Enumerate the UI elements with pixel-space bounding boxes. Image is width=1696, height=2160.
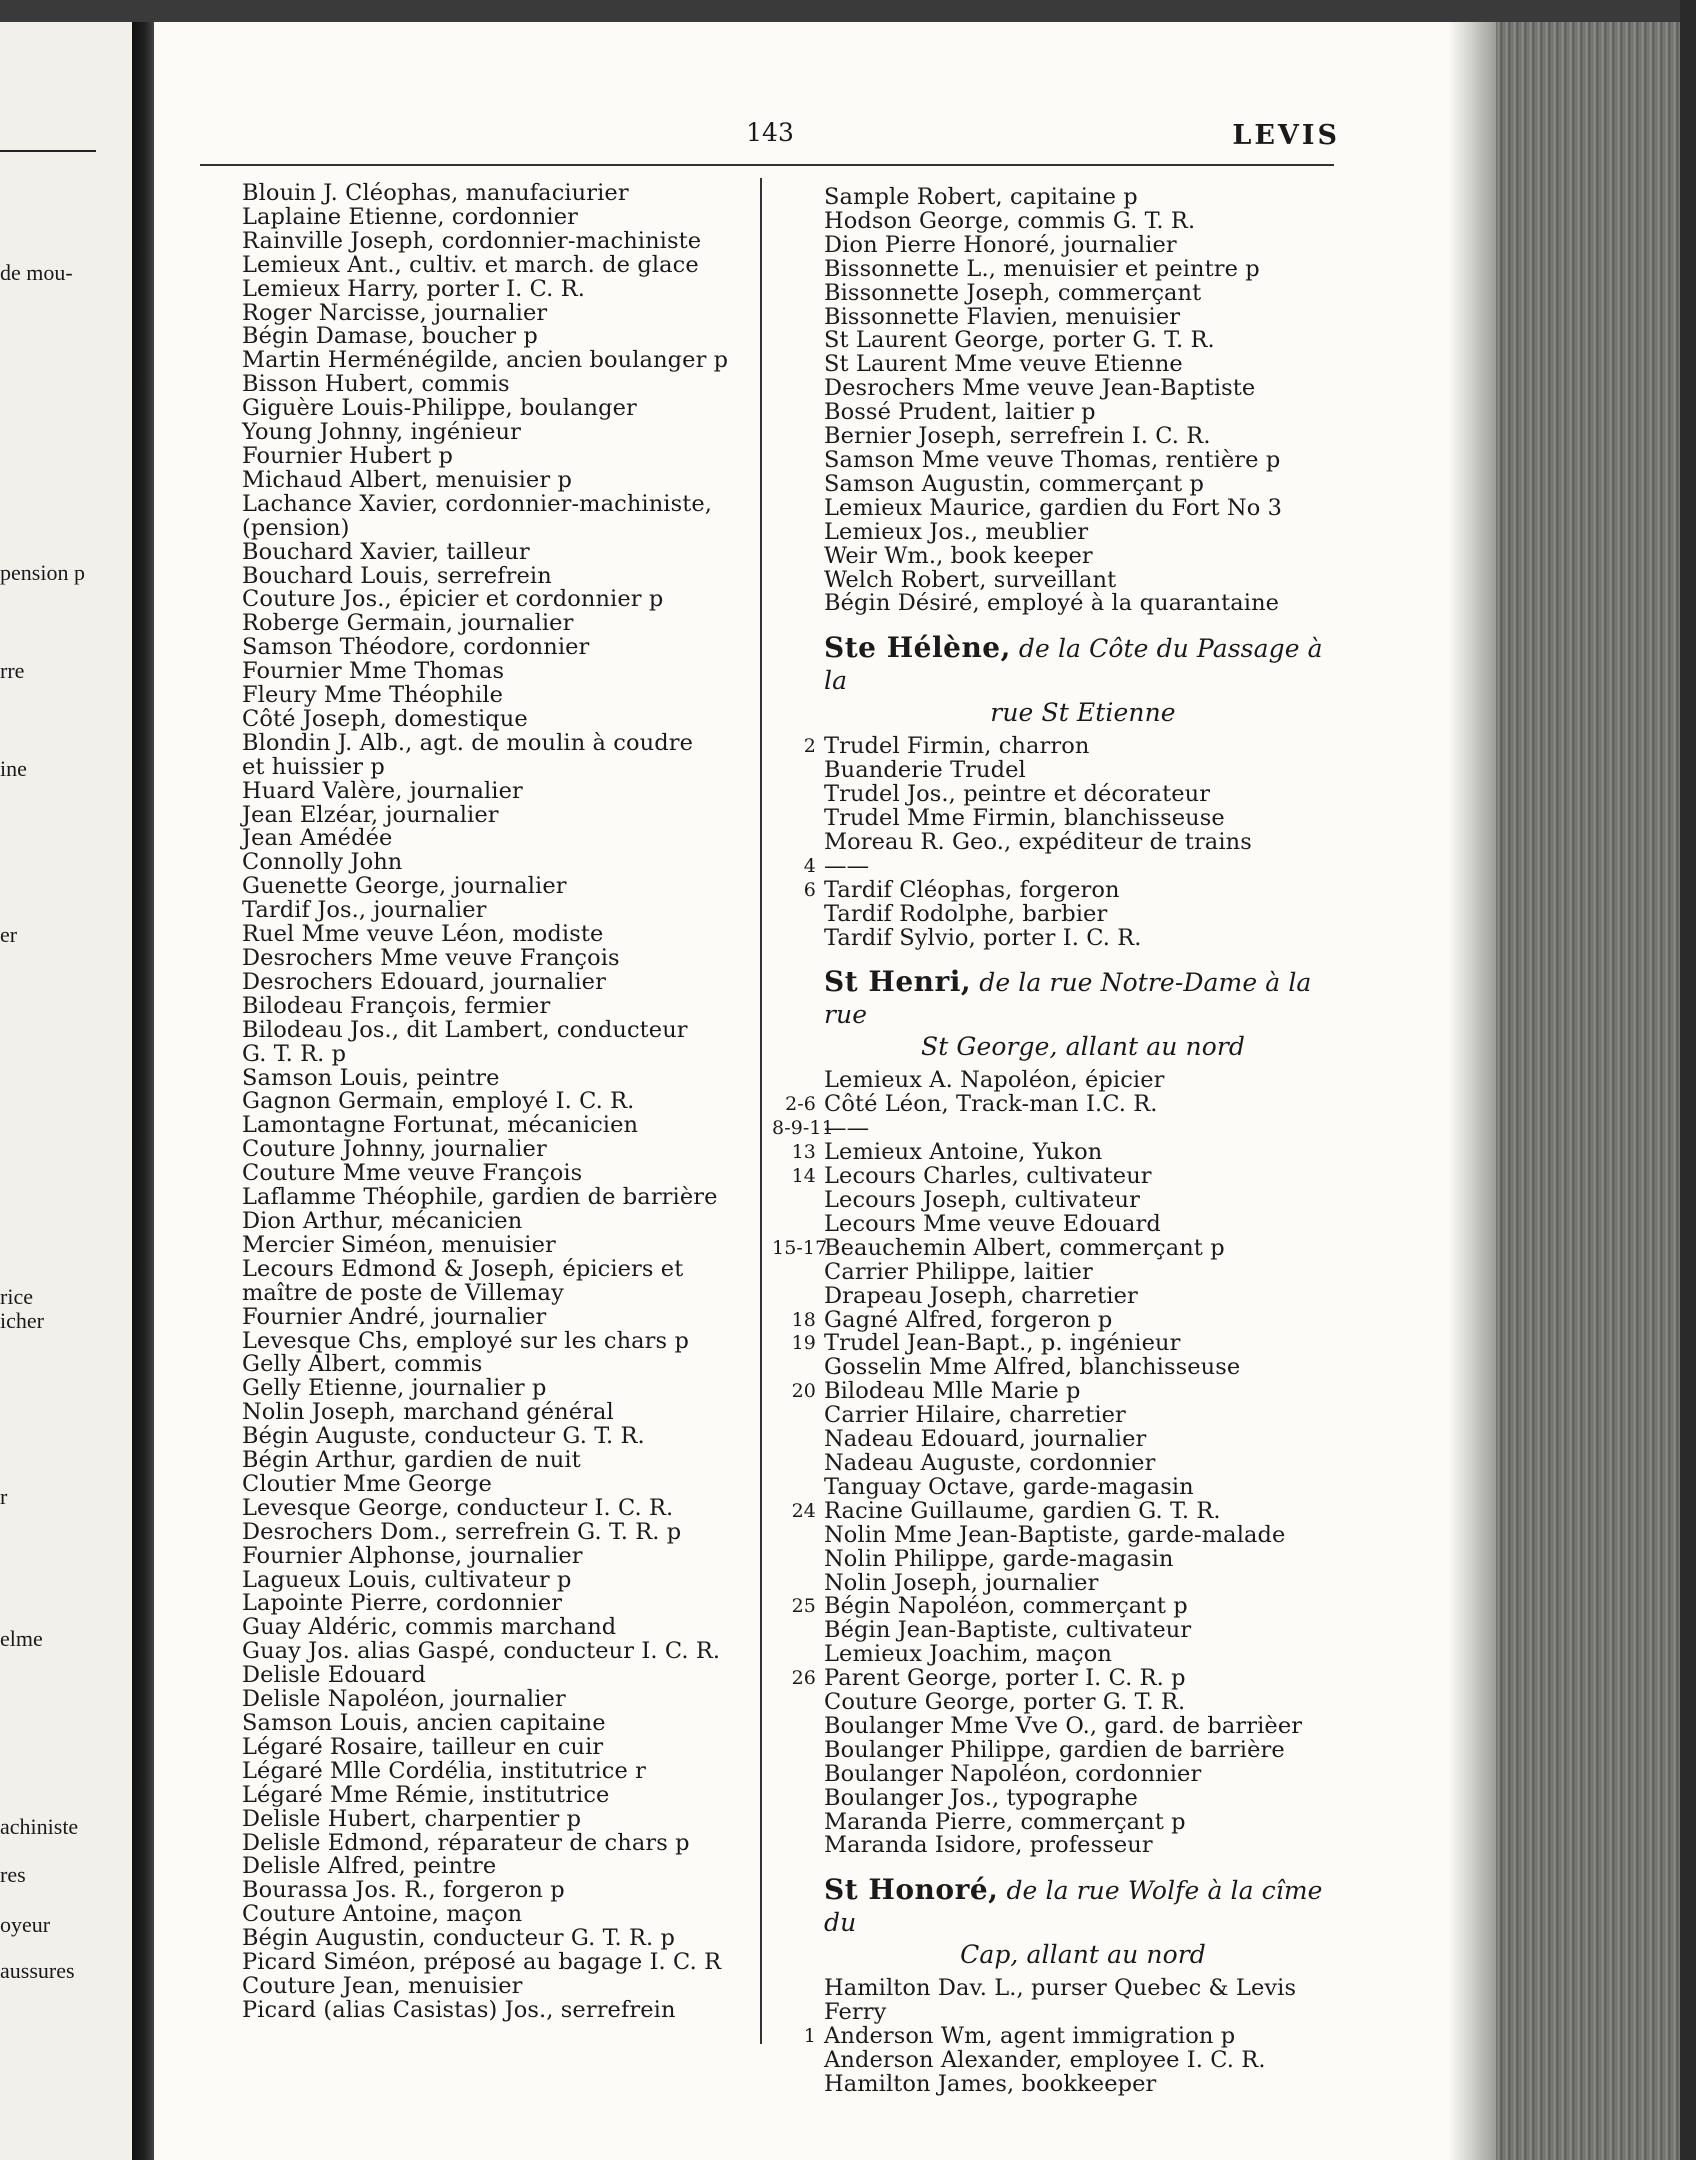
directory-entry: Desrochers Edouard, journalier (242, 968, 606, 995)
entry-text: Trudel Jean-Bapt., p. ingénieur (824, 1330, 1181, 1357)
entry-text: Trudel Firmin, charron (824, 733, 1090, 760)
directory-entry: Bégin Augustin, conducteur G. T. R. p (242, 1925, 676, 1952)
directory-entry: Rainville Joseph, cordonnier-machiniste (242, 227, 702, 254)
directory-entry: Delisle Alfred, peintre (242, 1853, 497, 1880)
street-name: Ste Hélène, (824, 631, 1011, 665)
entry-text: Trudel Jos., peintre et décorateur (824, 781, 1211, 808)
directory-entry: Fournier Mme Thomas (242, 658, 505, 685)
directory-entry (776, 1736, 1342, 1763)
directory-entry: Desrochers Mme veuve François (242, 945, 620, 971)
previous-page-fragment: rre (0, 658, 25, 683)
directory-entry: Gelly Albert, commis (242, 1351, 483, 1378)
directory-entry (776, 2001, 1342, 2025)
directory-entry (776, 303, 1342, 330)
entry-text: —— (824, 852, 870, 879)
directory-entry (776, 566, 1342, 593)
previous-page-fragment: de mou- (0, 260, 73, 285)
directory-entry: Picard Siméon, préposé au bagage I. C. R (242, 1949, 722, 1976)
directory-entry: Mercier Siméon, menuisier (242, 1231, 556, 1258)
entry-text: Lecours Charles, cultivateur (824, 1163, 1152, 1190)
entry-text: Bégin Napoléon, commerçant p (824, 1593, 1188, 1620)
house-number: 18 (791, 1308, 816, 1331)
entry-text: Maranda Isidore, professeur (824, 1832, 1153, 1859)
house-number: 25 (791, 1595, 816, 1618)
directory-entry: Samson Théodore, cordonnier (242, 634, 590, 661)
directory-entry (776, 1428, 1342, 1452)
entry-text: Nadeau Auguste, cordonnier (824, 1449, 1156, 1476)
entry-text: Hamilton Dav. L., purser Quebec & Levis (824, 1975, 1297, 2002)
directory-entry (776, 783, 1342, 807)
previous-page-fragment: pension p (0, 560, 85, 585)
street-description: de la rue Wolfe à la cîme du (824, 1876, 1323, 1938)
directory-entry (776, 1569, 1342, 1596)
previous-page-fragment: icher (0, 1308, 44, 1333)
entry-text: Trudel Mme Firmin, blanchisseuse (824, 805, 1225, 832)
previous-page-fragment: elme (0, 1626, 43, 1651)
directory-entry (776, 1356, 1342, 1380)
entry-text: Racine Guillaume, gardien G. T. R. (824, 1497, 1221, 1524)
entry-text: Desrochers Mme veuve Jean-Baptiste (824, 375, 1256, 402)
directory-entry (776, 231, 1342, 258)
directory-entry (772, 1115, 1342, 1142)
scan-top-edge (0, 0, 1696, 22)
directory-entry (776, 186, 1342, 210)
directory-entry: Couture Jos., épicier et cordonnier p (242, 586, 664, 613)
entry-text: Lemieux Antoine, Yukon (824, 1139, 1103, 1166)
entry-text: Tanguay Octave, garde-magasin (824, 1473, 1194, 1500)
page-edge-shadow (1448, 22, 1496, 2160)
directory-entry (776, 900, 1342, 927)
house-number: 2 (803, 735, 816, 758)
directory-entry (776, 852, 1342, 879)
left-column (242, 182, 758, 2023)
directory-entry: Bégin Arthur, gardien de nuit (242, 1447, 581, 1474)
directory-entry: Blondin J. Alb., agt. de moulin à coudre (242, 729, 694, 756)
directory-entry: Roger Narcisse, journalier (242, 299, 548, 326)
directory-entry: Bégin Damase, boucher p (242, 323, 538, 350)
entry-text: Moreau R. Geo., expéditeur de trains (824, 828, 1252, 855)
directory-entry: G. T. R. p (242, 1040, 347, 1067)
directory-entry: Blouin J. Cléophas, manufaciurier (242, 180, 629, 206)
entry-text: Hamilton James, bookkeeper (824, 2071, 1157, 2097)
directory-entry: Côté Joseph, domestique (242, 705, 528, 732)
house-number: 24 (791, 1499, 816, 1522)
directory-entry: Levesque George, conducteur I. C. R. (242, 1494, 674, 1521)
street-heading (776, 632, 1342, 729)
directory-entry: Couture Mme veuve François (242, 1160, 583, 1187)
entry-text: Lemieux Joachim, maçon (824, 1641, 1112, 1668)
directory-entry: Guenette George, journalier (242, 873, 567, 900)
directory-entry (776, 1619, 1342, 1643)
directory-entry (776, 1449, 1342, 1476)
header-rule (200, 164, 1334, 166)
entry-text: Samson Mme veuve Thomas, rentière p (824, 446, 1281, 473)
right-column (772, 184, 1342, 2097)
entry-text: St Laurent George, porter G. T. R. (824, 327, 1215, 354)
house-number: 4 (803, 854, 816, 877)
directory-entry (776, 470, 1342, 497)
directory-entry (776, 1380, 1342, 1404)
directory-entry (776, 924, 1342, 951)
directory-entry: Lamontagne Fortunat, mécanicien (242, 1112, 639, 1139)
directory-entry: Lagueux Louis, cultivateur p (242, 1566, 572, 1593)
entry-text: Nadeau Edouard, journalier (824, 1426, 1147, 1453)
house-number: 8-9-11 (772, 1117, 834, 1140)
street-description: de la Côte du Passage à la (824, 634, 1323, 696)
directory-entry (776, 1545, 1342, 1572)
entry-text: Weir Wm., book keeper (824, 542, 1093, 569)
entry-text: Carrier Philippe, laitier (824, 1258, 1093, 1285)
directory-entry: maître de poste de Villemay (242, 1279, 564, 1306)
entry-text: Côté Léon, Track-man I.C. R. (824, 1091, 1158, 1118)
directory-entry (776, 401, 1342, 425)
directory-entry: Jean Elzéar, journalier (242, 801, 499, 828)
entry-text: Boulanger Napoléon, cordonnier (824, 1760, 1202, 1787)
directory-entry: Delisle Hubert, charpentier p (242, 1805, 582, 1832)
directory-entry (776, 425, 1342, 449)
entry-text: Lemieux Jos., meublier (824, 518, 1089, 545)
directory-entry: Guay Aldéric, commis marchand (242, 1614, 617, 1641)
entry-text: Welch Robert, surveillant (824, 566, 1117, 593)
entry-text: Parent George, porter I. C. R. p (824, 1665, 1186, 1692)
entry-text: Boulanger Jos., typographe (824, 1784, 1138, 1811)
house-number: 13 (791, 1141, 816, 1164)
directory-entry: Levesque Chs, employé sur les chars p (242, 1327, 689, 1354)
directory-entry: Delisle Edouard (242, 1662, 426, 1689)
directory-entry (776, 735, 1342, 759)
directory-entry (772, 1234, 1342, 1261)
entry-text: Gosselin Mme Alfred, blanchisseuse (824, 1354, 1241, 1381)
directory-entry: Bourassa Jos. R., forgeron p (242, 1877, 565, 1904)
entry-text: Boulanger Mme Vve O., gard. de barrièer (824, 1712, 1303, 1739)
directory-entry: Lapointe Pierre, cordonnier (242, 1590, 563, 1617)
previous-page-fragment: res (0, 1862, 26, 1887)
house-number: 15-17 (772, 1236, 828, 1259)
entry-text: Anderson Alexander, employee I. C. R. (824, 2047, 1266, 2074)
entry-text: —— (824, 1115, 870, 1142)
directory-entry (776, 1595, 1342, 1619)
directory-entry (776, 1473, 1342, 1500)
entry-text: Boulanger Philippe, gardien de barrière (824, 1736, 1285, 1763)
directory-entry: Lemieux Harry, porter I. C. R. (242, 275, 585, 302)
directory-entry: Gagnon Germain, employé I. C. R. (242, 1088, 635, 1115)
directory-entry (776, 1404, 1342, 1428)
entry-text: Dion Pierre Honoré, journalier (824, 231, 1177, 258)
directory-entry: Martin Herménégilde, ancien boulanger p (242, 347, 729, 374)
previous-page-fragment: aussures (0, 1958, 75, 1983)
directory-entry (776, 2049, 1342, 2073)
street-description-continued: rue St Etienne (990, 698, 1176, 728)
directory-entry: Samson Louis, ancien capitaine (242, 1710, 606, 1736)
street-description-continued: Cap, allant au nord (960, 1940, 1206, 1970)
directory-entry: et huissier p (242, 753, 385, 780)
directory-entry: Bilodeau François, fermier (242, 992, 551, 1019)
directory-entry (776, 1282, 1342, 1309)
street-description: de la rue Notre-Dame à la rue (824, 968, 1312, 1030)
running-head: LEVIS (1232, 120, 1340, 151)
previous-page-fragment: ine (0, 756, 27, 781)
directory-entry (776, 1189, 1342, 1213)
page-number: 143 (746, 118, 794, 147)
previous-page-rule (0, 150, 96, 152)
directory-entry (776, 2073, 1342, 2097)
entry-text: Samson Augustin, commerçant p (824, 470, 1205, 497)
entry-text: Bissonnette L., menuisier et peintre p (824, 255, 1260, 282)
directory-entry (776, 353, 1342, 377)
directory-entry (776, 1210, 1342, 1237)
scan-right-edge (1680, 0, 1696, 2160)
directory-entry: Ruel Mme veuve Léon, modiste (242, 921, 604, 948)
street-name: St Honoré, (824, 1873, 999, 1907)
previous-page-fragment: oyeur (0, 1912, 51, 1937)
entry-text: Bissonnette Flavien, menuisier (824, 303, 1181, 330)
directory-entry (776, 2025, 1342, 2049)
directory-entry (776, 494, 1342, 521)
directory-entry: Connolly John (242, 849, 403, 876)
entry-text: Bossé Prudent, laitier p (824, 399, 1096, 426)
directory-entry (776, 446, 1342, 473)
directory-entry (776, 1093, 1342, 1117)
directory-entry: Desrochers Dom., serrefrein G. T. R. p (242, 1518, 682, 1545)
directory-entry: Guay Jos. alias Gaspé, conducteur I. C. R. (242, 1638, 721, 1665)
directory-entry: Légaré Mme Rémie, institutrice (242, 1781, 610, 1808)
street-name: St Henri, (824, 965, 972, 999)
entry-text: Tardif Rodolphe, barbier (824, 900, 1108, 927)
directory-entry (776, 1834, 1342, 1858)
directory-entry (776, 1165, 1342, 1189)
entry-text: Buanderie Trudel (824, 757, 1026, 784)
previous-page-edge (0, 22, 132, 2160)
entry-text: Tardif Sylvio, porter I. C. R. (824, 924, 1142, 951)
directory-entry: Couture Johnny, journalier (242, 1136, 547, 1163)
previous-page-fragment: rice (0, 1284, 33, 1309)
page-stack-edge (1496, 22, 1680, 2160)
entry-text: Nolin Philippe, garde-magasin (824, 1545, 1174, 1572)
directory-entry (776, 1977, 1342, 2001)
directory-entry (776, 1760, 1342, 1787)
entry-text: Bernier Joseph, serrefrein I. C. R. (824, 423, 1211, 450)
directory-entry (776, 377, 1342, 401)
entry-text: Lemieux A. Napoléon, épicier (824, 1067, 1165, 1094)
directory-entry (776, 759, 1342, 783)
house-number: 26 (791, 1667, 816, 1690)
column-rule (760, 178, 762, 2044)
directory-entry: Bilodeau Jos., dit Lambert, conducteur (242, 1016, 688, 1043)
book-gutter (132, 22, 154, 2160)
directory-entry: Couture Antoine, maçon (242, 1901, 523, 1928)
directory-entry: Michaud Albert, menuisier p (242, 466, 572, 493)
entry-text: Couture George, porter G. T. R. (824, 1689, 1186, 1716)
directory-entry: Fleury Mme Théophile (242, 682, 504, 709)
house-number: 1 (803, 2025, 816, 2048)
entry-text: Ferry (824, 1999, 887, 2026)
entry-text: Nolin Joseph, journalier (824, 1569, 1099, 1596)
directory-entry: Légaré Mlle Cordélia, institutrice r (242, 1757, 646, 1784)
directory-entry (776, 1667, 1342, 1691)
directory-entry (776, 1784, 1342, 1811)
entry-text: Bilodeau Mlle Marie p (824, 1378, 1081, 1405)
entry-text: Hodson George, commis G. T. R. (824, 207, 1196, 234)
street-description-continued: St George, allant au nord (920, 1032, 1246, 1062)
entry-text: Nolin Mme Jean-Baptiste, garde-malade (824, 1521, 1286, 1548)
directory-entry: Bégin Auguste, conducteur G. T. R. (242, 1423, 645, 1450)
directory-entry: Légaré Rosaire, tailleur en cuir (242, 1733, 604, 1760)
directory-entry (776, 1808, 1342, 1835)
directory-entry (776, 1332, 1342, 1356)
directory-entry: Lemieux Ant., cultiv. et march. de glace (242, 251, 699, 278)
directory-entry: Tardif Jos., journalier (242, 897, 487, 924)
directory-entry: Roberge Germain, journalier (242, 610, 574, 637)
entry-text: St Laurent Mme veuve Etienne (824, 351, 1183, 378)
entry-text: Bissonnette Joseph, commerçant (824, 279, 1202, 306)
directory-entry (776, 279, 1342, 306)
directory-entry: Delisle Edmond, réparateur de chars p (242, 1829, 690, 1856)
entry-text: Drapeau Joseph, charretier (824, 1282, 1138, 1309)
previous-page-fragment: achiniste (0, 1814, 79, 1839)
directory-entry (776, 1141, 1342, 1165)
entry-text: Sample Robert, capitaine p (824, 184, 1138, 210)
directory-entry (776, 329, 1342, 353)
directory-entry: Picard (alias Casistas) Jos., serrefrein (242, 1996, 676, 2023)
directory-entry: Dion Arthur, mécanicien (242, 1207, 523, 1234)
entry-text: Lecours Joseph, cultivateur (824, 1187, 1140, 1213)
previous-page-fragment: r (0, 1484, 8, 1509)
directory-entry: Samson Louis, peintre (242, 1064, 500, 1091)
directory-entry (776, 542, 1342, 569)
entry-text: Tardif Cléophas, forgeron (824, 876, 1120, 903)
entry-text: Carrier Hilaire, charretier (824, 1402, 1126, 1429)
directory-entry (776, 828, 1342, 855)
directory-entry: Bouchard Xavier, tailleur (242, 538, 530, 565)
directory-entry (776, 255, 1342, 282)
house-number: 19 (791, 1332, 816, 1355)
directory-entry: Bouchard Louis, serrefrein (242, 562, 552, 589)
directory-entry: Gelly Etienne, journalier p (242, 1375, 547, 1402)
directory-entry: Couture Jean, menuisier (242, 1972, 523, 1999)
directory-entry (776, 1306, 1342, 1333)
directory-entry (776, 807, 1342, 831)
street-heading (776, 966, 1342, 1063)
entry-text: Bégin Désiré, employé à la quarantaine (824, 590, 1280, 617)
directory-entry: Bisson Hubert, commis (242, 371, 510, 398)
directory-entry: Huard Valère, journalier (242, 777, 523, 804)
directory-entry (776, 1258, 1342, 1285)
entry-text: Anderson Wm, agent immigration p (824, 2023, 1236, 2050)
house-number: 2-6 (785, 1093, 816, 1116)
directory-entry (776, 876, 1342, 903)
house-number: 6 (803, 878, 816, 901)
directory-entry (776, 1521, 1342, 1548)
directory-entry (776, 1069, 1342, 1093)
directory-entry (776, 1712, 1342, 1739)
directory-entry: Giguère Louis-Philippe, boulanger (242, 395, 637, 422)
directory-entry: Fournier Alphonse, journalier (242, 1542, 583, 1569)
entry-text: Lemieux Maurice, gardien du Fort No 3 (824, 494, 1283, 521)
directory-entry (776, 1643, 1342, 1667)
directory-entry: Delisle Napoléon, journalier (242, 1686, 566, 1713)
directory-entry: Laflamme Théophile, gardien de barrière (242, 1184, 718, 1211)
directory-entry (776, 1691, 1342, 1715)
directory-entry (776, 207, 1342, 234)
house-number: 14 (791, 1165, 816, 1188)
directory-entry: (pension) (242, 514, 350, 541)
entry-text: Lecours Mme veuve Edouard (824, 1210, 1161, 1237)
entry-text: Maranda Pierre, commerçant p (824, 1808, 1186, 1835)
directory-entry: Fournier Hubert p (242, 442, 453, 469)
street-heading (776, 1874, 1342, 1971)
previous-page-fragment: er (0, 922, 18, 947)
entry-text: Bégin Jean-Baptiste, cultivateur (824, 1617, 1192, 1644)
directory-entry: Cloutier Mme George (242, 1470, 492, 1497)
directory-entry: Nolin Joseph, marchand général (242, 1399, 614, 1426)
directory-entry: Jean Amédée (242, 825, 393, 852)
directory-entry: Laplaine Etienne, cordonnier (242, 203, 579, 230)
directory-entry (776, 592, 1342, 616)
house-number: 20 (791, 1380, 816, 1403)
directory-entry: Lecours Edmond & Joseph, épiciers et (242, 1255, 684, 1282)
directory-entry (776, 1497, 1342, 1524)
entry-text: Beauchemin Albert, commerçant p (824, 1234, 1225, 1261)
directory-entry: Lachance Xavier, cordonnier-machiniste, (242, 490, 713, 517)
directory-entry (776, 518, 1342, 545)
directory-entry: Fournier André, journalier (242, 1303, 547, 1330)
directory-entry: Young Johnny, ingénieur (242, 419, 522, 446)
entry-text: Gagné Alfred, forgeron p (824, 1306, 1113, 1333)
